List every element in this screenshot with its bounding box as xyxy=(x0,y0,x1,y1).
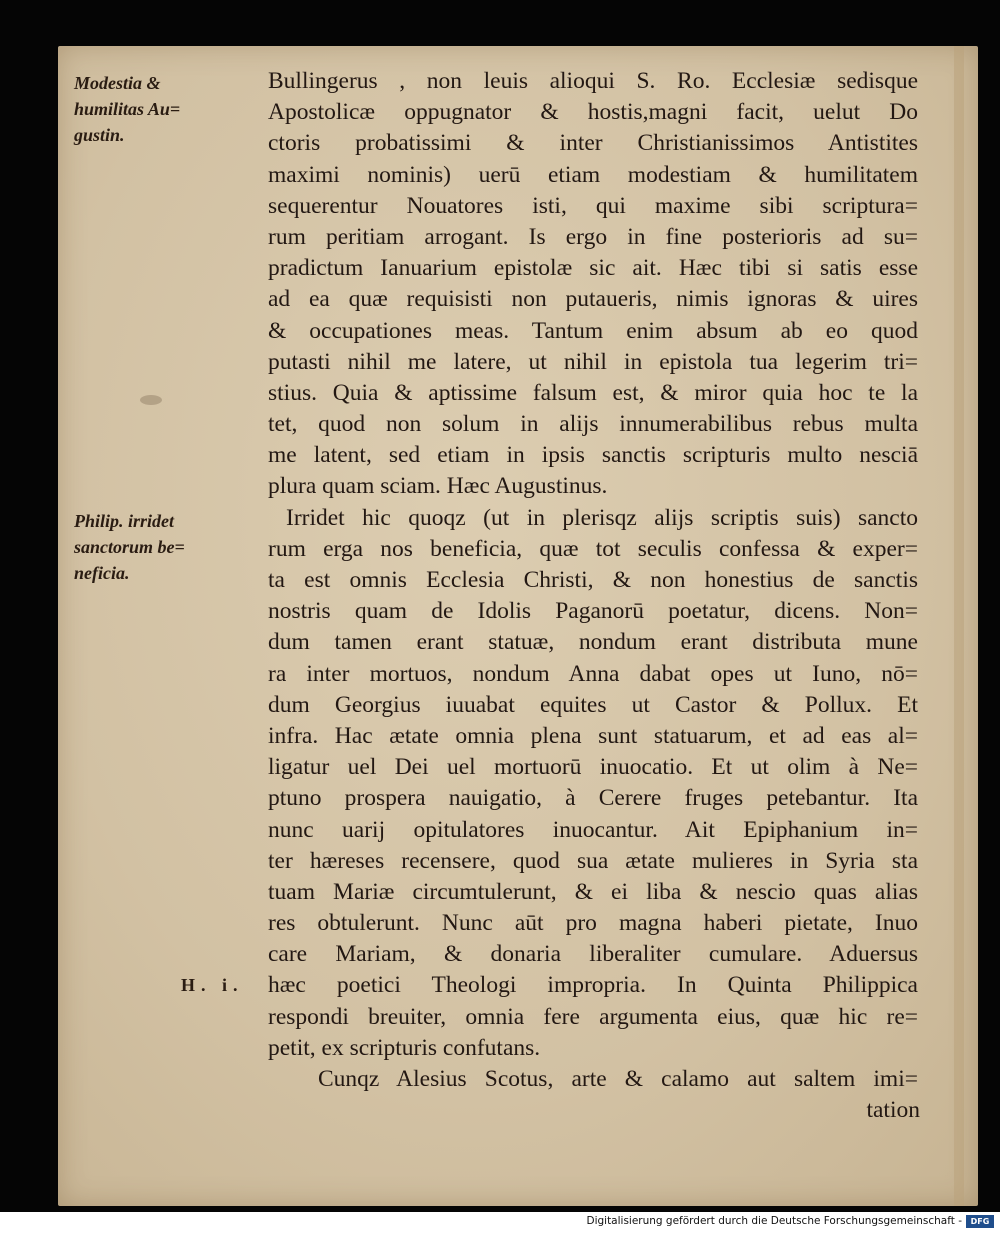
dfg-logo: DFG xyxy=(966,1215,994,1228)
text-line-content: care Mariam, & donaria liberaliter cumulare. Aduersus xyxy=(268,941,918,968)
text-line xyxy=(268,721,928,752)
text-line-content: putasti nihil me latere, ut nihil in epistola tua legerim tri= xyxy=(268,348,918,375)
text-line xyxy=(268,160,928,191)
text-line xyxy=(268,534,928,565)
text-line-content: ligatur uel Dei uel mortuorū inuocatio. Et ut olim à Ne= xyxy=(268,754,918,781)
text-line xyxy=(268,939,928,970)
text-line-content: tet, quod non solum in alijs innumerabilibus rebus multa xyxy=(268,411,918,438)
text-line-content: & occupationes meas. Tantum enim absum ab eo quod xyxy=(268,317,918,344)
text-line-content: ra inter mortuos, nondum Anna dabat opes ut Iuno, nō= xyxy=(268,660,918,687)
text-line-content: rum peritiam arrogant. Is ergo in fine posterioris ad su= xyxy=(268,223,918,250)
text-line xyxy=(268,596,928,627)
text-line-content: dum tamen erant statuæ, nondum erant distributa mune xyxy=(268,629,918,656)
text-line xyxy=(268,409,928,440)
text-line xyxy=(268,659,928,690)
text-line xyxy=(268,440,928,471)
text-line-content: Irridet hic quoqz (ut in plerisqz alijs scriptis suis) sancto xyxy=(286,504,918,531)
text-line xyxy=(268,908,928,939)
text-line-content: rum erga nos beneficia, quæ tot seculis confessa & exper= xyxy=(268,535,918,562)
text-line xyxy=(268,1033,928,1064)
text-line xyxy=(268,471,928,502)
text-line-content: petit, ex scripturis confutans. xyxy=(268,1034,541,1061)
text-line xyxy=(268,378,928,409)
text-line-content: sequerentur Nouatores isti, qui maxime sibi scriptura= xyxy=(268,192,918,219)
text-line xyxy=(268,97,928,128)
page-edge xyxy=(954,46,964,1206)
text-line xyxy=(268,752,928,783)
text-line-content: tuam Mariæ circumtulerunt, & ei liba & nescio quas alias xyxy=(268,878,918,905)
text-line xyxy=(268,253,928,284)
text-line-content: maximi nominis) uerū etiam modestiam & humilitatem xyxy=(268,161,918,188)
text-line xyxy=(268,66,928,97)
text-line-content: tation xyxy=(866,1097,920,1124)
ink-smudge xyxy=(140,395,162,405)
text-line xyxy=(268,1095,928,1126)
text-line-content: ad ea quæ requisisti non putaueris, nimis ignoras & uires xyxy=(268,286,918,313)
text-line xyxy=(268,347,928,378)
signature-mark: H. i. xyxy=(181,975,244,995)
text-line xyxy=(268,316,928,347)
text-line-content: res obtulerunt. Nunc aūt pro magna haberi pietate, Inuo xyxy=(268,910,918,937)
text-line xyxy=(268,191,928,222)
text-line-content: nunc uarij opitulatores inuocantur. Ait Epiphanium in= xyxy=(268,816,918,843)
text-line xyxy=(268,1064,928,1095)
text-line xyxy=(268,846,928,877)
text-line-content: pradictum Ianuarium epistolæ sic ait. Hæc tibi si satis esse xyxy=(268,255,918,282)
text-line-content: nostris quam de Idolis Paganorū poetatur, dicens. Non= xyxy=(268,598,918,625)
text-line-content: ctoris probatissimi & inter Christianissimos Antistites xyxy=(268,130,918,157)
margin-note-modestia: Modestia & humilitas Au= gustin. xyxy=(74,73,181,145)
text-line-content: infra. Hac ætate omnia plena sunt statuarum, et ad eas al= xyxy=(268,722,918,749)
text-line-content: dum Georgius iuuabat equites ut Castor & Pollux. Et xyxy=(268,691,918,718)
text-line-content: Apostolicæ oppugnator & hostis,magni facit, uelut Do xyxy=(268,99,918,126)
text-line xyxy=(268,783,928,814)
text-line xyxy=(268,627,928,658)
text-line xyxy=(268,1002,928,1033)
text-line xyxy=(268,222,928,253)
text-line-content: me latent, sed etiam in ipsis sanctis scripturis multo nesciā xyxy=(268,442,918,469)
text-line xyxy=(268,284,928,315)
text-line-content: ta est omnis Ecclesia Christi, & non honestius de sanctis xyxy=(268,567,918,593)
footer-credit: Digitalisierung gefördert durch die Deutsche Forschungsgemeinschaft - xyxy=(586,1215,962,1227)
text-line-content: ptuno prospera nauigatio, à Cerere fruges petebantur. Ita xyxy=(268,785,918,812)
text-line-content: hæc poetici Theologi impropria. In Quinta Philippica xyxy=(268,972,918,999)
text-line xyxy=(268,877,928,908)
margin-note-philip: Philip. irridet sanctorum be= neficia. xyxy=(74,511,185,583)
text-line-content: stius. Quia & aptissime falsum est, & miror quia hoc te la xyxy=(268,379,918,406)
text-line xyxy=(268,815,928,846)
text-line xyxy=(268,128,928,159)
text-line xyxy=(268,970,928,1001)
text-line-content: ter hæreses recensere, quod sua ætate mulieres in Syria sta xyxy=(268,847,918,874)
text-line-content: Cunqz Alesius Scotus, arte & calamo aut saltem imi= xyxy=(318,1066,918,1092)
text-line-content: plura quam sciam. Hæc Augustinus. xyxy=(268,473,608,500)
text-line-content: Bullingerus , non leuis alioqui S. Ro. Ecclesiæ sedisque xyxy=(268,68,918,94)
text-line xyxy=(268,565,928,596)
main-text-block xyxy=(268,66,928,1126)
text-line xyxy=(268,503,928,534)
text-line-content: respondi breuiter, omnia fere argumenta eius, quæ hic re= xyxy=(268,1003,918,1030)
text-line xyxy=(268,690,928,721)
